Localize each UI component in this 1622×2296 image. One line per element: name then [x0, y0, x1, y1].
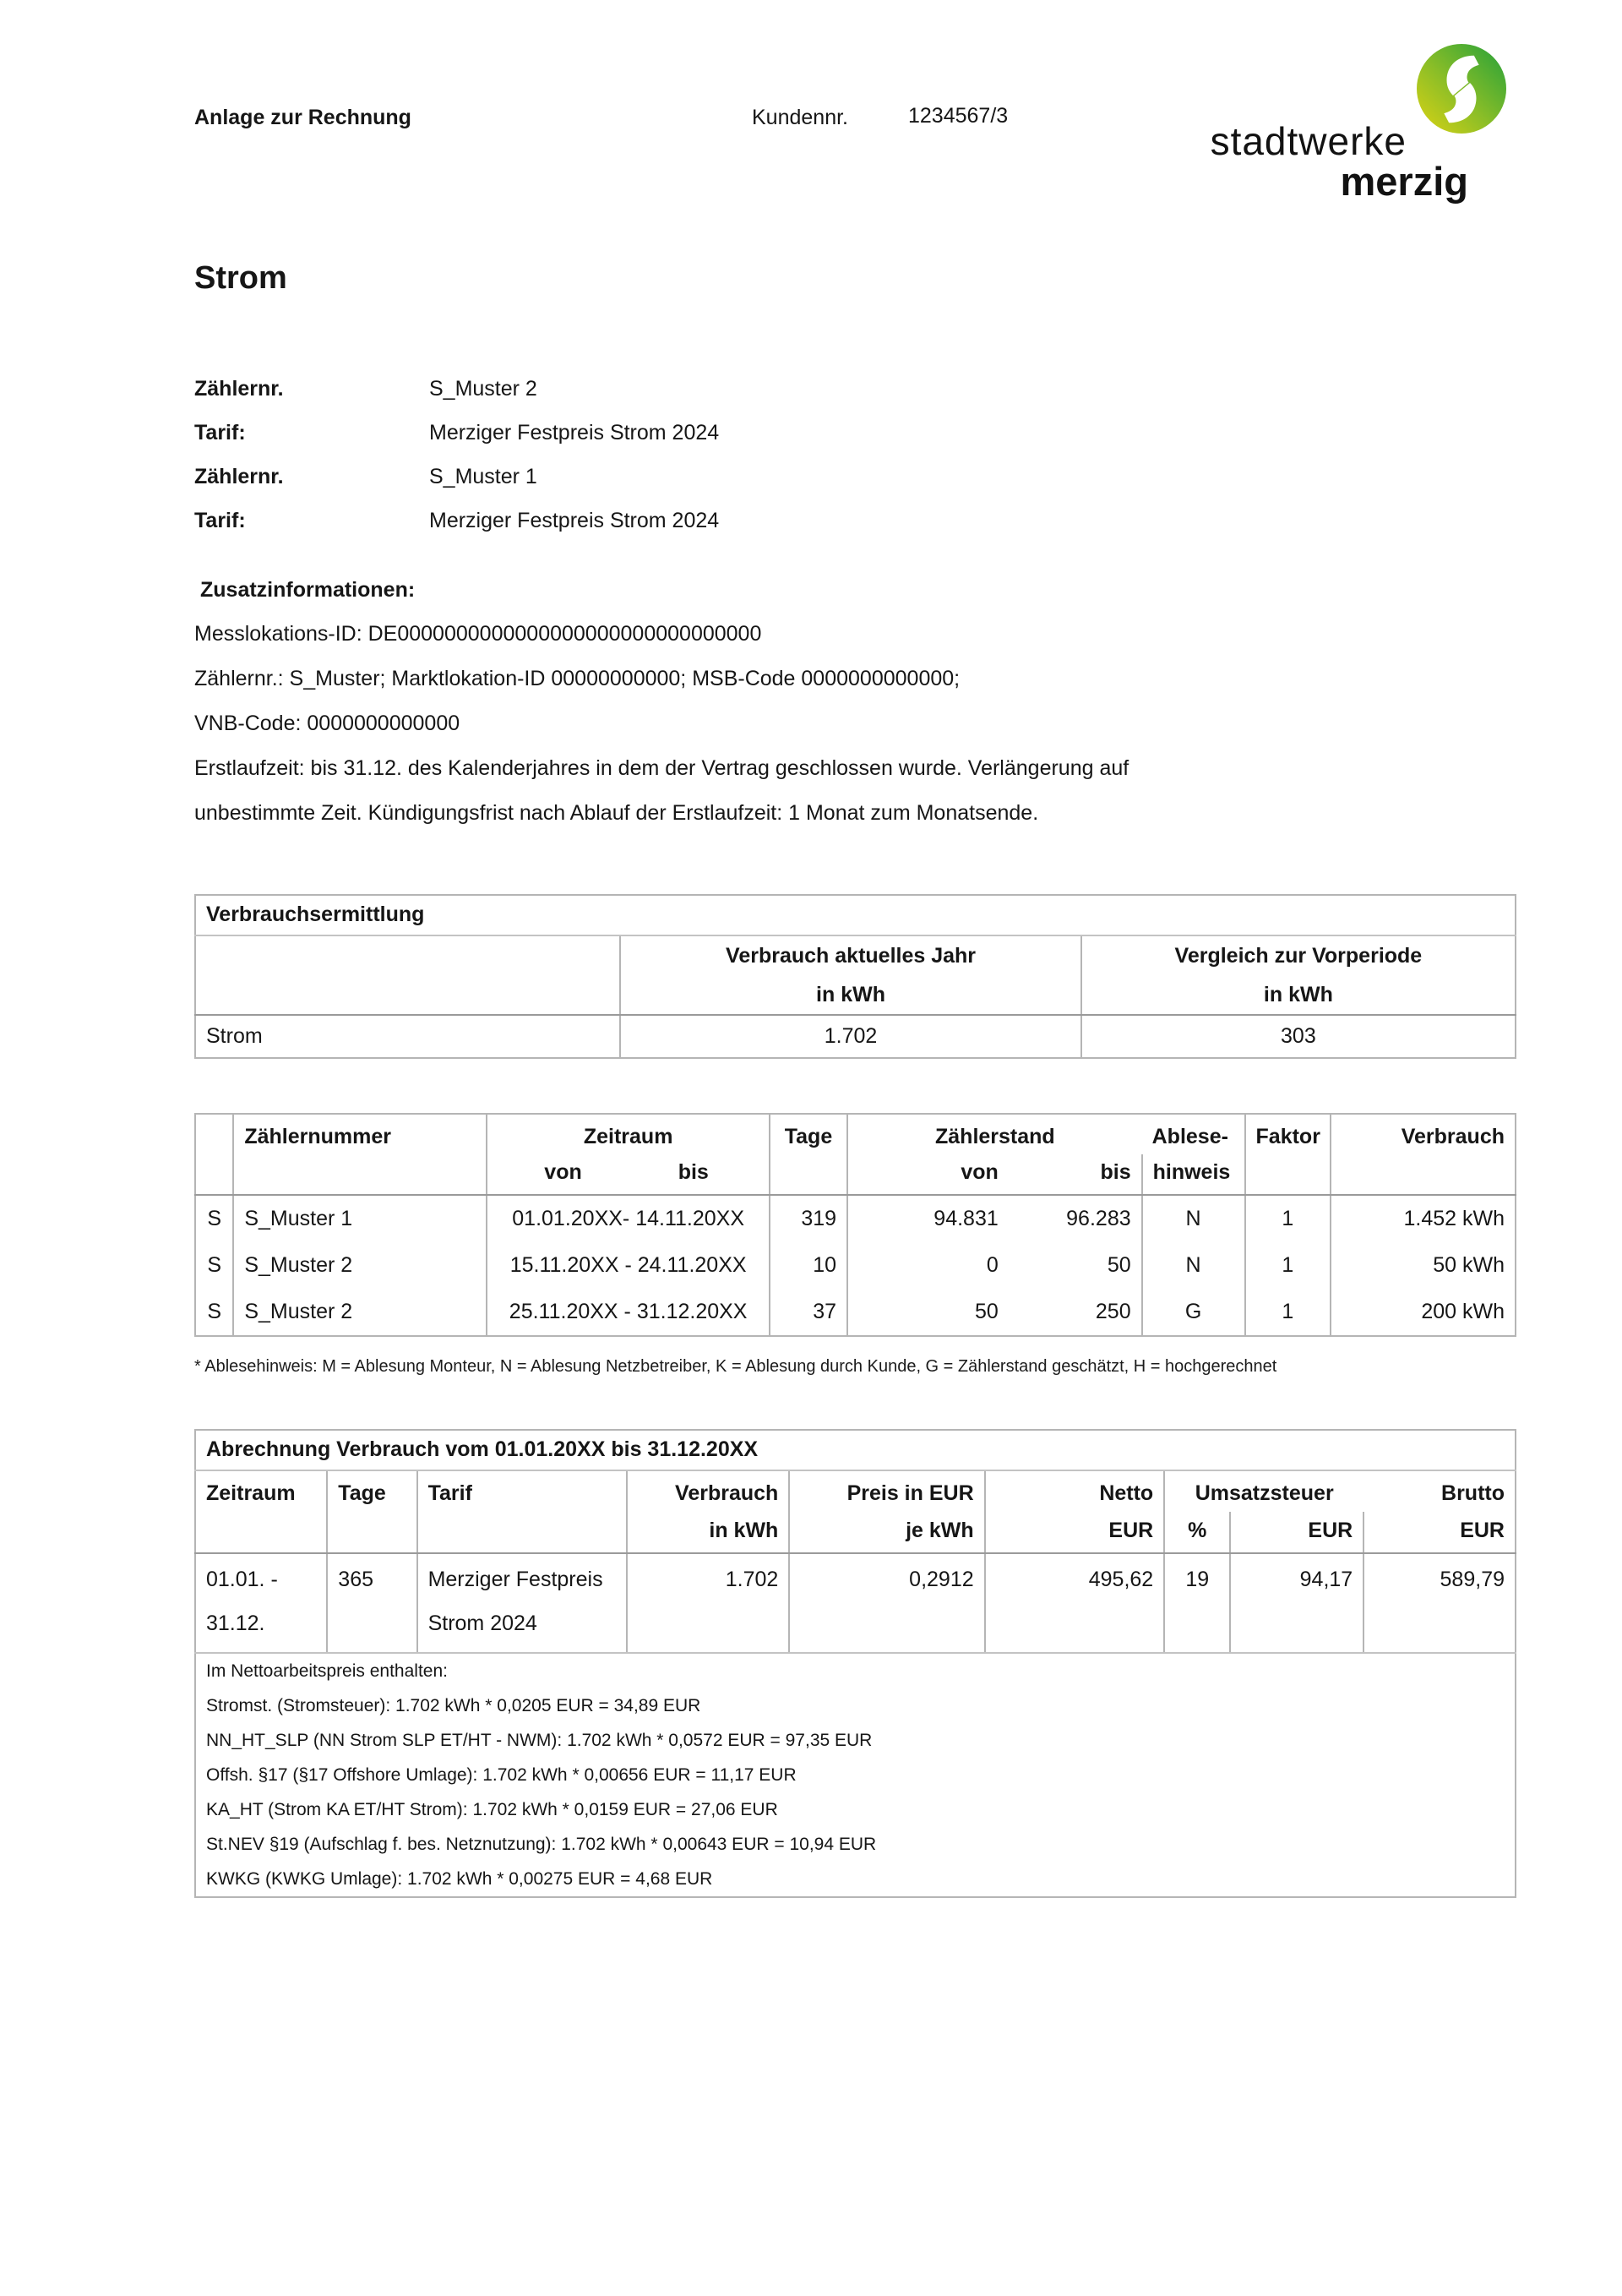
tariff-value: Merziger Festpreis Strom 2024	[429, 509, 720, 532]
reading-to-cell: 96.283	[1009, 1195, 1142, 1242]
customer-number-value: 1234567/3	[908, 104, 1009, 128]
note-header-line1: Ablese-	[1142, 1114, 1245, 1154]
stadtwerke-merzig-logo-icon	[1417, 44, 1506, 134]
row-label-cell: Strom	[195, 1015, 620, 1058]
breakdown-line-netznutzung: NN_HT_SLP (NN Strom SLP ET/HT - NWM): 1.702 kWh * 0,0572 EUR = 97,35 EUR	[206, 1731, 873, 1750]
marktlokation-msb-line: Zählernr.: S_Muster; Marktlokation-ID 00000000000; MSB-Code 0000000000000;	[194, 667, 961, 690]
empty-header-cell	[417, 1512, 628, 1553]
days-cell: 37	[770, 1289, 847, 1336]
period-line: 31.12.	[206, 1612, 265, 1635]
price-header: Preis in EUR	[789, 1470, 984, 1512]
net-unit-label: EUR	[985, 1512, 1165, 1553]
net-cell: 495,62	[985, 1553, 1165, 1653]
meter-readings-table	[194, 1113, 1516, 1337]
breakdown-line-stromsteuer: Stromst. (Stromsteuer): 1.702 kWh * 0,0205 EUR = 34,89 EUR	[206, 1696, 701, 1715]
table-title-row	[195, 1430, 1516, 1470]
vat-pct-label: %	[1164, 1512, 1230, 1553]
breakdown-line-konzessionsabgabe: KA_HT (Strom KA ET/HT Strom): 1.702 kWh * 0,0159 EUR = 27,06 EUR	[206, 1800, 778, 1819]
reading-header: Zählerstand	[935, 1125, 1055, 1148]
net-header: Netto	[985, 1470, 1165, 1512]
division-cell: S	[195, 1195, 233, 1242]
reading-bis-label: bis	[1009, 1154, 1142, 1195]
gross-unit-label: EUR	[1363, 1512, 1516, 1553]
empty-header-cell	[195, 1154, 233, 1195]
empty-header-cell	[1245, 1154, 1331, 1195]
erstlaufzeit-line-2: unbestimmte Zeit. Kündigungsfrist nach Ablauf der Erstlaufzeit: 1 Monat zum Monatsende.	[194, 801, 1039, 825]
days-header: Tage	[770, 1114, 847, 1154]
empty-header-cell	[195, 1512, 327, 1553]
von-label: von	[544, 1160, 582, 1184]
billing-table-title: Abrechnung Verbrauch vom 01.01.20XX bis 31.12.20XX	[195, 1430, 1516, 1470]
header-line: Verbrauch aktuelles Jahr	[726, 944, 977, 968]
reading-from-cell: 0	[986, 1253, 999, 1277]
note-cell: N	[1142, 1242, 1245, 1289]
meter-number-header: Zählernummer	[233, 1114, 487, 1154]
factor-cell: 1	[1245, 1289, 1331, 1336]
previous-period-value-cell: 303	[1281, 1024, 1316, 1048]
vat-eur-label: EUR	[1230, 1512, 1363, 1553]
header-line: in kWh	[1263, 983, 1333, 1006]
list-item	[194, 455, 1516, 499]
table-header-row	[195, 1114, 1516, 1154]
period-cell: 15.11.20XX - 24.11.20XX	[487, 1242, 769, 1289]
table-row	[195, 1015, 1516, 1058]
consumption-table-title: Verbrauchsermittlung	[195, 895, 1516, 935]
brand-logo	[1162, 44, 1516, 205]
empty-header-cell	[770, 1154, 847, 1195]
consumption-header: Verbrauch	[627, 1470, 789, 1512]
current-year-value-cell: 1.702	[620, 1015, 1080, 1058]
breakdown-heading: Im Nettoarbeitspreis enthalten:	[206, 1661, 448, 1681]
empty-header-cell	[195, 935, 620, 1015]
days-cell: 319	[770, 1195, 847, 1242]
empty-header-cell	[195, 1114, 233, 1154]
additional-info-section	[194, 568, 1516, 836]
consumption-summary-table	[194, 894, 1516, 1059]
additional-info-heading: Zusatzinformationen:	[200, 578, 416, 602]
consumption-cell: 1.452 kWh	[1403, 1207, 1505, 1230]
table-row	[195, 1242, 1516, 1289]
reading-von-label: von	[847, 1154, 1009, 1195]
period-cell	[195, 1553, 327, 1653]
consumption-cell: 50 kWh	[1433, 1253, 1505, 1277]
reading-to-cell: 50	[1009, 1242, 1142, 1289]
period-line: 01.01. -	[206, 1568, 278, 1591]
document-type-label: Anlage zur Rechnung	[194, 106, 411, 129]
note-header-line2: hinweis	[1142, 1154, 1245, 1195]
list-item	[194, 367, 1516, 411]
breakdown-line-offshore: Offsh. §17 (§17 Offshore Umlage): 1.702 kWh * 0,00656 EUR = 11,17 EUR	[206, 1765, 797, 1785]
factor-header: Faktor	[1245, 1114, 1331, 1154]
brand-name-merzig: merzig	[1340, 159, 1468, 204]
brand-name-stadtwerke: stadtwerke	[1210, 119, 1407, 163]
days-header: Tage	[327, 1470, 416, 1512]
division-cell: S	[195, 1289, 233, 1336]
header-line: Vergleich zur Vorperiode	[1174, 944, 1423, 968]
factor-cell: 1	[1245, 1242, 1331, 1289]
reading-from-cell: 94.831	[933, 1207, 999, 1230]
table-subheader-row	[195, 1512, 1516, 1553]
previous-period-header	[1081, 935, 1516, 1015]
consumption-cell: 200 kWh	[1421, 1300, 1505, 1323]
current-year-header	[620, 935, 1080, 1015]
table-subheader-row	[195, 1154, 1516, 1195]
erstlaufzeit-line-1: Erstlaufzeit: bis 31.12. des Kalenderjahres in dem der Vertrag geschlossen wurde. Verlängerung auf	[194, 756, 1129, 780]
empty-header-cell	[1331, 1154, 1516, 1195]
tariff-label: Tarif:	[194, 421, 246, 444]
meter-number-cell: S_Muster 2	[233, 1289, 487, 1336]
meter-number-cell: S_Muster 2	[233, 1242, 487, 1289]
breakdown-line-kwkg: KWKG (KWKG Umlage): 1.702 kWh * 0,00275 EUR = 4,68 EUR	[206, 1869, 713, 1889]
reading-note-footnote: * Ablesehinweis: M = Ablesung Monteur, N = Ablesung Netzbetreiber, K = Ablesung durch Kunde, G = Zählerstand geschätzt, H = hochgerechnet	[194, 1357, 1277, 1376]
consumption-header: Verbrauch	[1401, 1125, 1505, 1148]
division-cell: S	[195, 1242, 233, 1289]
vnb-code-line: VNB-Code: 0000000000000	[194, 712, 460, 735]
price-breakdown-row	[195, 1653, 1516, 1897]
list-item	[194, 499, 1516, 543]
document-header	[194, 0, 1516, 203]
vat-pct-cell: 19	[1164, 1553, 1230, 1653]
price-unit-label: je kWh	[789, 1512, 984, 1553]
note-cell: G	[1142, 1289, 1245, 1336]
table-title-row	[195, 895, 1516, 935]
reading-from-cell: 50	[974, 1300, 999, 1323]
days-cell: 10	[770, 1242, 847, 1289]
list-item	[194, 411, 1516, 455]
page-title: Strom	[194, 260, 287, 296]
tariff-label: Tarif:	[194, 509, 246, 532]
gross-cell: 589,79	[1363, 1553, 1516, 1653]
meter-number-value: S_Muster 2	[429, 377, 537, 401]
gross-header: Brutto	[1441, 1481, 1505, 1505]
vat-eur-cell: 94,17	[1230, 1553, 1363, 1653]
consumption-unit-label: in kWh	[627, 1512, 789, 1553]
table-header-row	[195, 1470, 1516, 1512]
days-cell: 365	[327, 1553, 416, 1653]
price-breakdown-section	[195, 1653, 1516, 1897]
bis-label: bis	[678, 1160, 709, 1184]
table-row	[195, 1195, 1516, 1242]
customer-number-label: Kundennr.	[752, 106, 848, 129]
billing-table	[194, 1429, 1516, 1898]
messlokations-id-line: Messlokations-ID: DE0000000000000000000000000000000	[194, 622, 762, 646]
period-von-bis-header	[487, 1154, 769, 1195]
tariff-cell: Merziger Festpreis Strom 2024	[417, 1553, 628, 1653]
table-header-row	[195, 935, 1516, 1015]
breakdown-line-stnev: St.NEV §19 (Aufschlag f. bes. Netznutzung): 1.702 kWh * 0,00643 EUR = 10,94 EUR	[206, 1835, 877, 1854]
note-cell: N	[1142, 1195, 1245, 1242]
meter-number-value: S_Muster 1	[429, 465, 537, 488]
period-header: Zeitraum	[195, 1470, 327, 1512]
meter-number-label: Zählernr.	[194, 377, 284, 401]
meter-number-label: Zählernr.	[194, 465, 284, 488]
tariff-value: Merziger Festpreis Strom 2024	[429, 421, 720, 444]
meter-number-cell: S_Muster 1	[233, 1195, 487, 1242]
vat-header: Umsatzsteuer	[1195, 1481, 1334, 1505]
table-row	[195, 1553, 1516, 1653]
period-header: Zeitraum	[487, 1114, 769, 1154]
empty-header-cell	[327, 1512, 416, 1553]
header-line: in kWh	[816, 983, 885, 1006]
period-cell: 25.11.20XX - 31.12.20XX	[487, 1289, 769, 1336]
period-cell: 01.01.20XX- 14.11.20XX	[487, 1195, 769, 1242]
consumption-cell: 1.702	[627, 1553, 789, 1653]
empty-header-cell	[233, 1154, 487, 1195]
meter-tariff-list	[194, 367, 1516, 543]
table-row	[195, 1289, 1516, 1336]
reading-to-cell: 250	[1009, 1289, 1142, 1336]
price-cell: 0,2912	[789, 1553, 984, 1653]
factor-cell: 1	[1245, 1195, 1331, 1242]
tariff-header: Tarif	[417, 1470, 628, 1512]
